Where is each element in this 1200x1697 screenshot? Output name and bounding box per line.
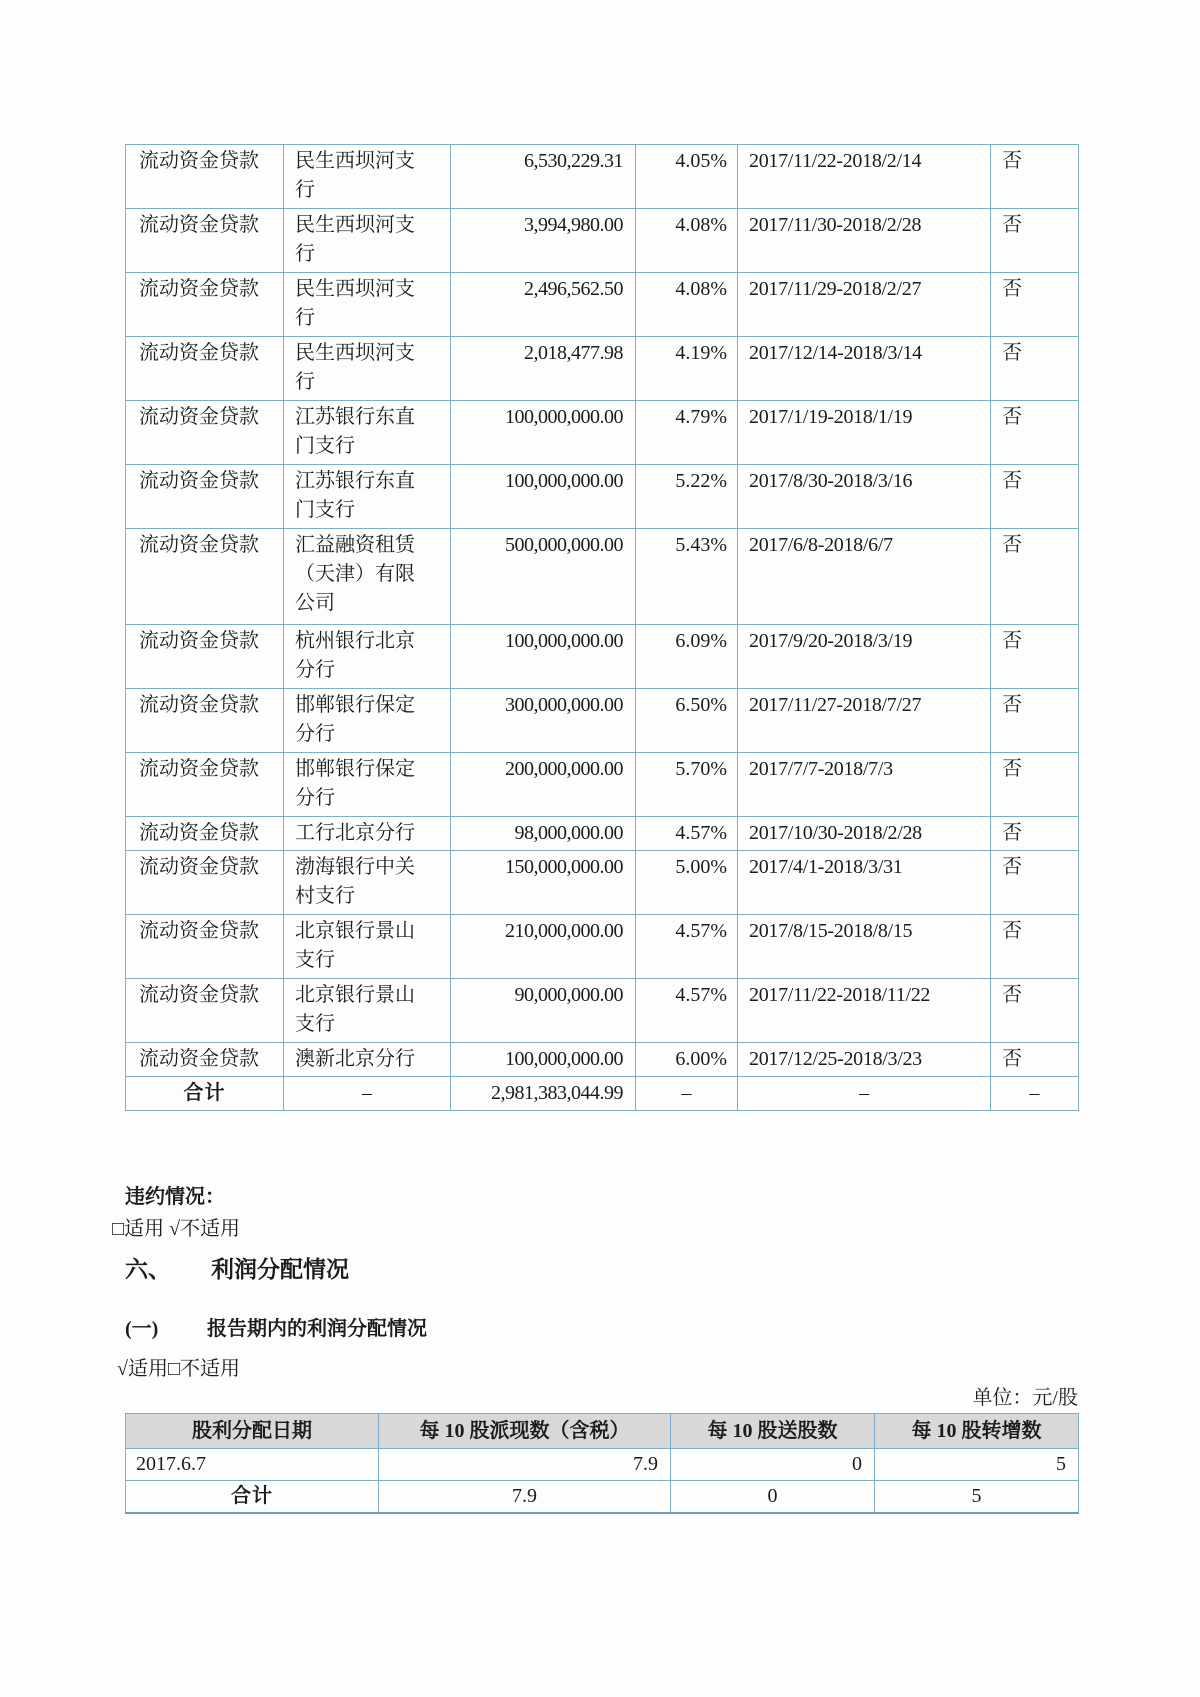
period-cell: 2017/8/30-2018/3/16	[738, 465, 991, 529]
amount-cell: 100,000,000.00	[451, 625, 636, 689]
period-cell: 2017/12/14-2018/3/14	[738, 337, 991, 401]
table-row	[126, 753, 1079, 817]
rate-cell: –	[636, 1077, 738, 1111]
rate-cell: 4.05%	[636, 145, 738, 209]
loan-type-cell: 流动资金贷款	[126, 1043, 284, 1077]
period-cell: 2017/4/1-2018/3/31	[738, 851, 991, 915]
rate-cell: 4.57%	[636, 915, 738, 979]
loan-type-cell: 流动资金贷款	[126, 529, 284, 625]
overdue-cell: 否	[991, 337, 1079, 401]
page-content	[112, 144, 1078, 1514]
amount-cell: 100,000,000.00	[451, 465, 636, 529]
unit-note: 单位：元/股	[972, 1387, 1078, 1409]
rate-cell: 4.57%	[636, 979, 738, 1043]
table-row	[126, 851, 1079, 915]
overdue-cell: 否	[991, 273, 1079, 337]
table-row	[126, 209, 1079, 273]
cash-cell: 7.9	[379, 1449, 671, 1481]
overdue-cell: 否	[991, 689, 1079, 753]
rate-cell: 4.79%	[636, 401, 738, 465]
lender-cell: 杭州银行北京分行	[284, 625, 451, 689]
amount-cell: 150,000,000.00	[451, 851, 636, 915]
loan-type-cell: 流动资金贷款	[126, 145, 284, 209]
profit-applicability-line: √适用□不适用	[117, 1358, 241, 1380]
amount-cell: 500,000,000.00	[451, 529, 636, 625]
table-row	[126, 625, 1079, 689]
amount-cell: 2,981,383,044.99	[451, 1077, 636, 1111]
loan-type-cell: 流动资金贷款	[126, 465, 284, 529]
table-row	[126, 145, 1079, 209]
period-cell: –	[738, 1077, 991, 1111]
section-number: 六、	[125, 1257, 171, 1282]
loan-type-cell: 流动资金贷款	[126, 337, 284, 401]
period-cell: 2017/11/29-2018/2/27	[738, 273, 991, 337]
rate-cell: 6.50%	[636, 689, 738, 753]
overdue-cell: 否	[991, 209, 1079, 273]
overdue-cell: –	[991, 1077, 1079, 1111]
lender-cell: 北京银行景山支行	[284, 979, 451, 1043]
lender-cell: 民生西坝河支行	[284, 145, 451, 209]
table-total-row	[126, 1077, 1079, 1111]
period-cell: 2017/10/30-2018/2/28	[738, 817, 991, 851]
lender-cell: 汇益融资租赁（天津）有限公司	[284, 529, 451, 625]
lender-cell: 邯郸银行保定分行	[284, 753, 451, 817]
loan-type-cell: 流动资金贷款	[126, 851, 284, 915]
amount-cell: 200,000,000.00	[451, 753, 636, 817]
total-label: 合计	[126, 1077, 284, 1111]
amount-cell: 210,000,000.00	[451, 915, 636, 979]
header-transfer-per-10-shares: 每 10 股转增数	[875, 1414, 1079, 1449]
breach-applicability-line: □适用 √不适用	[112, 1218, 241, 1240]
section-heading-profit-distribution	[125, 1255, 1078, 1285]
loan-type-cell: 流动资金贷款	[126, 915, 284, 979]
lender-cell: 民生西坝河支行	[284, 209, 451, 273]
overdue-cell: 否	[991, 915, 1079, 979]
loan-type-cell: 流动资金贷款	[126, 689, 284, 753]
loan-type-cell: 流动资金贷款	[126, 979, 284, 1043]
period-cell: 2017/7/7-2018/7/3	[738, 753, 991, 817]
lender-cell: 渤海银行中关村支行	[284, 851, 451, 915]
amount-cell: 98,000,000.00	[451, 817, 636, 851]
table-row	[126, 1449, 1079, 1481]
loan-type-cell: 流动资金贷款	[126, 625, 284, 689]
breach-section-heading: 违约情况：	[125, 1186, 225, 1208]
dividend-distribution-table	[125, 1413, 1079, 1514]
lender-cell: 民生西坝河支行	[284, 273, 451, 337]
rate-cell: 5.43%	[636, 529, 738, 625]
loan-type-cell: 流动资金贷款	[126, 273, 284, 337]
table-header-row	[126, 1414, 1079, 1449]
table-row	[126, 979, 1079, 1043]
table-total-row	[126, 1481, 1079, 1514]
overdue-cell: 否	[991, 465, 1079, 529]
dividend-date-cell: 2017.6.7	[126, 1449, 379, 1481]
rate-cell: 4.08%	[636, 209, 738, 273]
header-bonus-per-10-shares: 每 10 股送股数	[671, 1414, 875, 1449]
rate-cell: 4.57%	[636, 817, 738, 851]
amount-cell: 90,000,000.00	[451, 979, 636, 1043]
overdue-cell: 否	[991, 817, 1079, 851]
table-row	[126, 1043, 1079, 1077]
lender-cell: 江苏银行东直门支行	[284, 465, 451, 529]
lender-cell: –	[284, 1077, 451, 1111]
rate-cell: 4.19%	[636, 337, 738, 401]
table-row	[126, 915, 1079, 979]
transfer-cell: 5	[875, 1449, 1079, 1481]
subsection-heading-report-period	[125, 1315, 1078, 1343]
rate-cell: 6.00%	[636, 1043, 738, 1077]
period-cell: 2017/11/27-2018/7/27	[738, 689, 991, 753]
overdue-cell: 否	[991, 753, 1079, 817]
bonus-cell: 0	[671, 1481, 875, 1514]
total-label: 合计	[126, 1481, 379, 1514]
amount-cell: 300,000,000.00	[451, 689, 636, 753]
overdue-cell: 否	[991, 529, 1079, 625]
rate-cell: 5.22%	[636, 465, 738, 529]
table-row	[126, 529, 1079, 625]
header-dividend-date: 股利分配日期	[126, 1414, 379, 1449]
overdue-cell: 否	[991, 851, 1079, 915]
period-cell: 2017/12/25-2018/3/23	[738, 1043, 991, 1077]
period-cell: 2017/8/15-2018/8/15	[738, 915, 991, 979]
bonus-cell: 0	[671, 1449, 875, 1481]
amount-cell: 2,496,562.50	[451, 273, 636, 337]
section-title: 利润分配情况	[211, 1257, 349, 1282]
header-cash-per-10-shares: 每 10 股派现数（含税）	[379, 1414, 671, 1449]
amount-cell: 100,000,000.00	[451, 401, 636, 465]
period-cell: 2017/6/8-2018/6/7	[738, 529, 991, 625]
amount-cell: 3,994,980.00	[451, 209, 636, 273]
period-cell: 2017/11/30-2018/2/28	[738, 209, 991, 273]
table-row	[126, 689, 1079, 753]
lender-cell: 江苏银行东直门支行	[284, 401, 451, 465]
period-cell: 2017/11/22-2018/11/22	[738, 979, 991, 1043]
lender-cell: 邯郸银行保定分行	[284, 689, 451, 753]
loan-details-table	[125, 144, 1079, 1111]
loan-type-cell: 流动资金贷款	[126, 401, 284, 465]
overdue-cell: 否	[991, 625, 1079, 689]
table-row	[126, 273, 1079, 337]
rate-cell: 5.70%	[636, 753, 738, 817]
subsection-number: (一)	[125, 1318, 159, 1340]
table-row	[126, 337, 1079, 401]
loan-type-cell: 流动资金贷款	[126, 753, 284, 817]
overdue-cell: 否	[991, 401, 1079, 465]
period-cell: 2017/9/20-2018/3/19	[738, 625, 991, 689]
cash-cell: 7.9	[379, 1481, 671, 1514]
overdue-cell: 否	[991, 145, 1079, 209]
rate-cell: 5.00%	[636, 851, 738, 915]
period-cell: 2017/11/22-2018/2/14	[738, 145, 991, 209]
amount-cell: 100,000,000.00	[451, 1043, 636, 1077]
rate-cell: 4.08%	[636, 273, 738, 337]
loan-type-cell: 流动资金贷款	[126, 209, 284, 273]
subsection-title: 报告期内的利润分配情况	[207, 1318, 427, 1340]
period-cell: 2017/1/19-2018/1/19	[738, 401, 991, 465]
lender-cell: 民生西坝河支行	[284, 337, 451, 401]
transfer-cell: 5	[875, 1481, 1079, 1514]
lender-cell: 北京银行景山支行	[284, 915, 451, 979]
lender-cell: 澳新北京分行	[284, 1043, 451, 1077]
overdue-cell: 否	[991, 1043, 1079, 1077]
table-row	[126, 817, 1079, 851]
overdue-cell: 否	[991, 979, 1079, 1043]
amount-cell: 2,018,477.98	[451, 337, 636, 401]
table-row	[126, 401, 1079, 465]
amount-cell: 6,530,229.31	[451, 145, 636, 209]
lender-cell: 工行北京分行	[284, 817, 451, 851]
rate-cell: 6.09%	[636, 625, 738, 689]
table-row	[126, 465, 1079, 529]
loan-type-cell: 流动资金贷款	[126, 817, 284, 851]
